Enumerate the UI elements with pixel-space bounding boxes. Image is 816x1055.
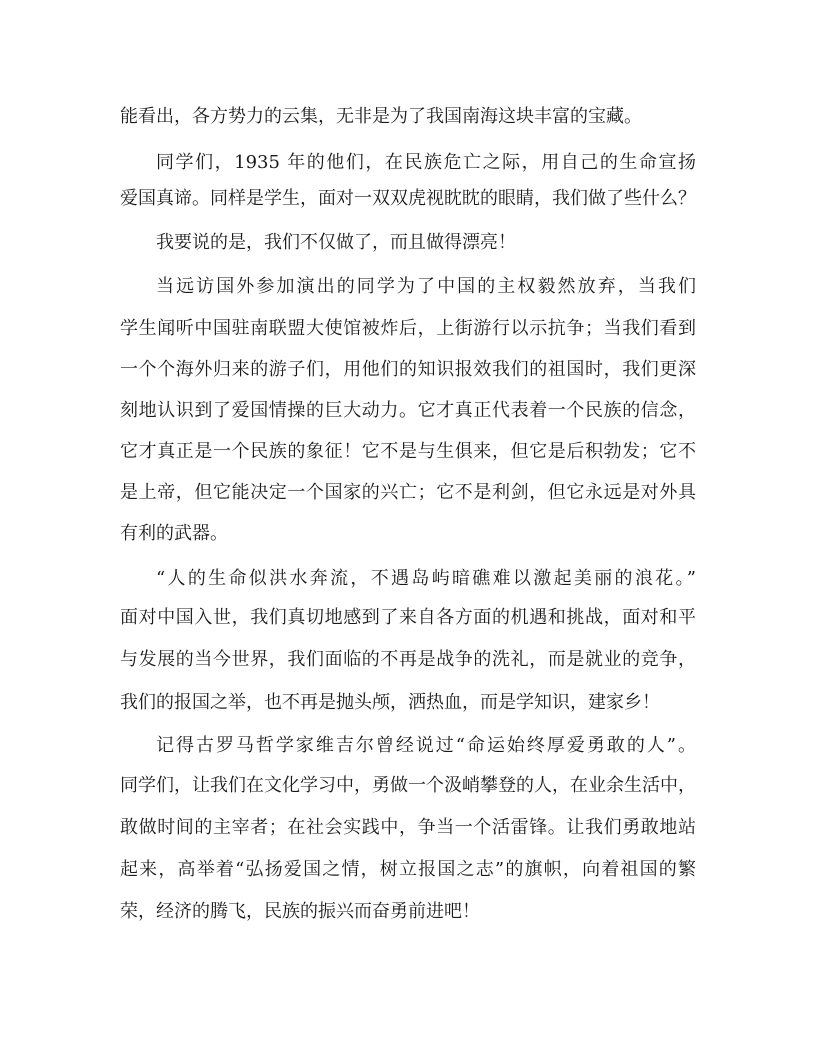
text-line: 当远访国外参加演出的同学为了中国的主权毅然放弃，当我们: [156, 276, 696, 297]
text-line: 学生闻听中国驻南联盟大使馆被炸后，上街游行以示抗争；当我们看到: [120, 318, 696, 339]
text-line: 同学们，1935 年的他们，在民族危亡之际，用自己的生命宣扬: [156, 152, 696, 173]
text-line: 起来，高举着“弘扬爱国之情，树立报国之志”的旗帜，向着祖国的繁: [120, 859, 696, 880]
text-line: 是上帝，但它能决定一个国家的兴亡；它不是利剑，但它永远是对外具: [120, 482, 696, 503]
text-line: 我要说的是，我们不仅做了，而且做得漂亮！: [156, 232, 516, 253]
text-line: 荣，经济的腾飞，民族的振兴而奋勇前进吧！: [120, 901, 480, 922]
text-line: 一个个海外归来的游子们，用他们的知识报效我们的祖国时，我们更深: [120, 359, 696, 380]
text-line: 能看出，各方势力的云集，无非是为了我国南海这块丰富的宝藏。: [120, 106, 642, 127]
text-line: 有利的武器。: [120, 523, 228, 544]
text-line: “人的生命似洪水奔流，不遇岛屿暗礁难以激起美丽的浪花。”: [156, 568, 696, 589]
text-line: 敢做时间的主宰者；在社会实践中，争当一个活雷锋。让我们勇敢地站: [120, 817, 696, 838]
text-line: 刻地认识到了爱国情操的巨大动力。它才真正代表着一个民族的信念，: [120, 400, 696, 421]
text-line: 爱国真谛。同样是学生，面对一双双虎视眈眈的眼睛，我们做了些什么？: [120, 188, 696, 209]
text-line: 它才真正是一个民族的象征！它不是与生俱来，但它是后积勃发；它不: [120, 441, 696, 462]
text-line: 同学们，让我们在文化学习中，勇做一个汲峭攀登的人，在业余生活中，: [120, 775, 696, 796]
text-line: 与发展的当今世界，我们面临的不再是战争的洗礼，而是就业的竞争，: [120, 649, 696, 670]
text-line: 我们的报国之举，也不再是抛头颅，洒热血，而是学知识，建家乡！: [120, 692, 660, 713]
text-line: 记得古罗马哲学家维吉尔曾经说过“命运始终厚爱勇敢的人”。: [156, 735, 696, 756]
text-line: 面对中国入世，我们真切地感到了来自各方面的机遇和挑战，面对和平: [120, 607, 696, 628]
